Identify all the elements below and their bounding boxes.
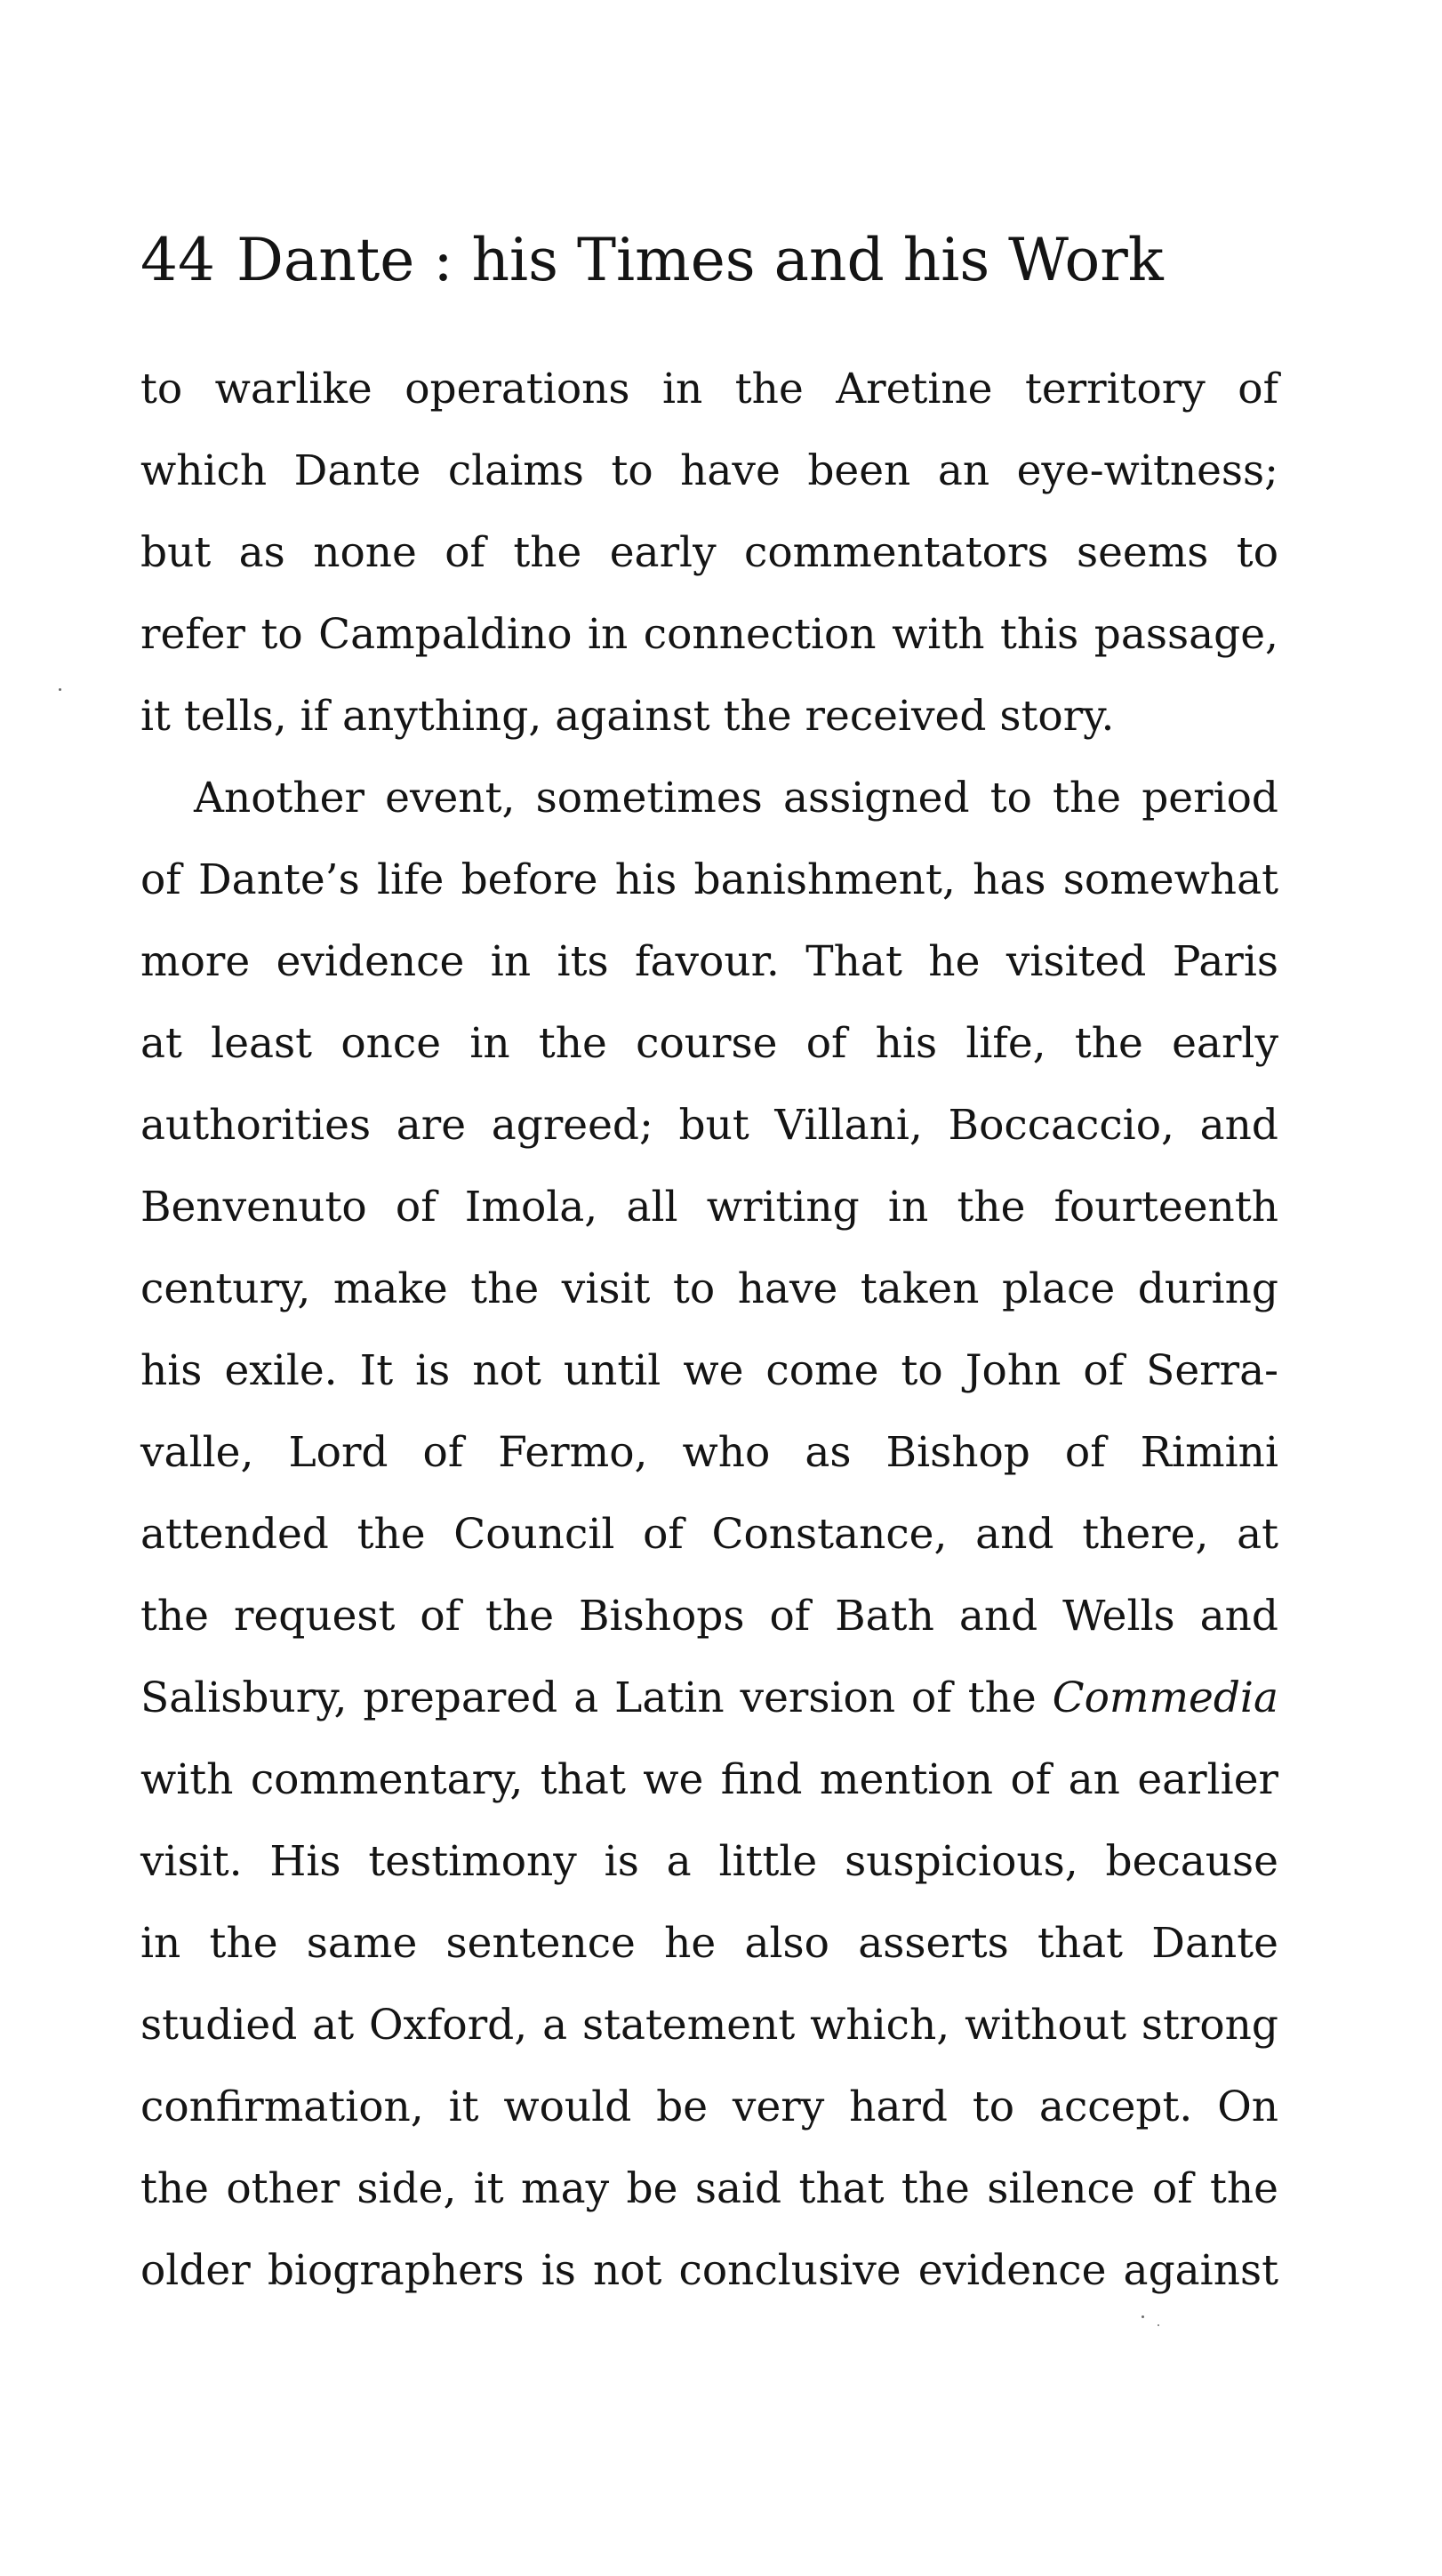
text-line: at least once in the course of his life, the early xyxy=(140,1019,1278,1068)
text-line: refer to Campaldino in connection with this passage, xyxy=(140,610,1278,659)
text-line: authorities are agreed; but Villani, Boccaccio, and xyxy=(140,1101,1278,1150)
paragraph-1 xyxy=(140,349,1278,758)
text-line: to warlike operations in the Aretine territory of xyxy=(140,365,1278,413)
scan-speck xyxy=(1142,2315,1144,2318)
text-line: Benvenuto of Imola, all writing in the fourteenth xyxy=(140,1183,1278,1232)
text-line: confirmation, it would be very hard to accept. On xyxy=(140,2082,1278,2131)
text-line: more evidence in its favour. That he visited Paris xyxy=(140,937,1278,986)
text-line xyxy=(140,1657,1278,1739)
text-line: century, make the visit to have taken place during xyxy=(140,1264,1278,1313)
text-line: the other side, it may be said that the silence of the xyxy=(140,2164,1278,2213)
text-line: of Dante’s life before his banishment, has somewhat xyxy=(140,855,1278,904)
text-line: it tells, if anything, against the received story. xyxy=(140,692,1115,741)
text-line: with commentary, that we find mention of an earlier xyxy=(140,1755,1278,1804)
text-line: older biographers is not conclusive evidence against xyxy=(140,2246,1278,2295)
body-text xyxy=(140,349,1278,2312)
text-line: visit. His testimony is a little suspicious, because xyxy=(140,1837,1278,1886)
text-line: valle, Lord of Fermo, who as Bishop of Rimini xyxy=(140,1428,1278,1477)
text-line: studied at Oxford, a statement which, without strong xyxy=(140,2001,1278,2050)
text-line: but as none of the early commentators seems to xyxy=(140,528,1278,577)
text-line: his exile. It is not until we come to John of Serra- xyxy=(140,1346,1278,1395)
text-line: in the same sentence he also asserts that Dante xyxy=(140,1919,1278,1968)
text-line: which Dante claims to have been an eye-witness; xyxy=(140,446,1278,495)
running-title: Dante : his Times and his Work xyxy=(236,226,1164,294)
text-line: attended the Council of Constance, and there, at xyxy=(140,1510,1278,1559)
italic-title: Commedia xyxy=(1052,1673,1278,1722)
scan-speck xyxy=(59,688,61,691)
page-number: 44 xyxy=(140,226,215,294)
text-line: the request of the Bishops of Bath and Wells and xyxy=(140,1592,1278,1641)
running-head xyxy=(140,221,1287,301)
scan-speck xyxy=(1158,2324,1159,2326)
paragraph-2 xyxy=(140,758,1278,2312)
text-line: Another event, sometimes assigned to the period xyxy=(194,774,1278,823)
text-run: Salisbury, prepared a Latin version of the xyxy=(140,1673,1037,1722)
